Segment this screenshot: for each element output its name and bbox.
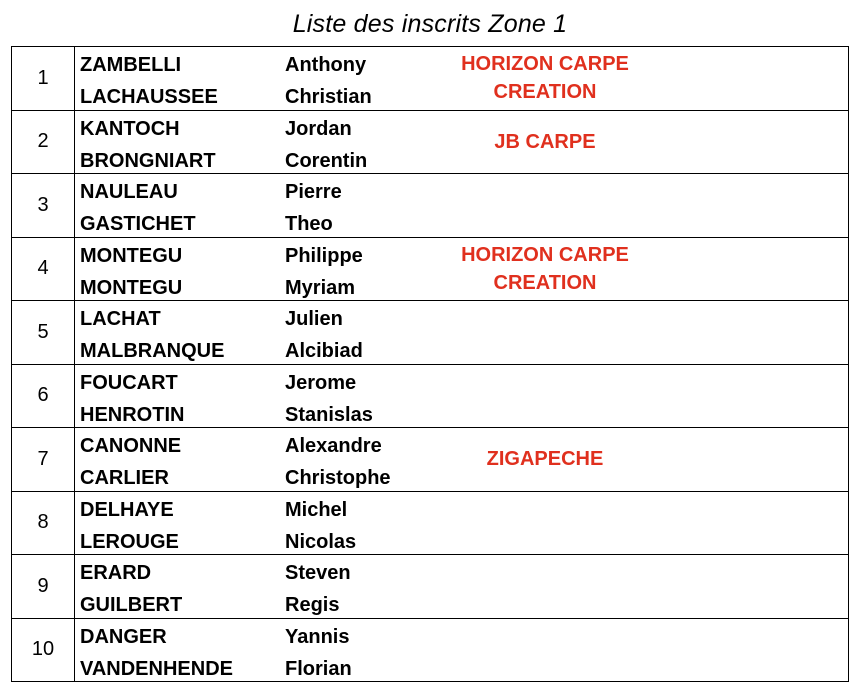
first-name: Nicolas — [285, 530, 357, 553]
participant — [75, 335, 848, 367]
surname: LACHAUSSEE — [80, 86, 218, 108]
club-name-line: ZIGAPECHE — [486, 448, 604, 470]
table-row — [12, 491, 849, 555]
surname: GUILBERT — [80, 594, 183, 616]
club-name-line: JB CARPE — [494, 130, 596, 153]
pair-number: 4 — [12, 237, 75, 301]
page-title: Liste des inscrits Zone 1 — [292, 10, 568, 38]
table-row — [12, 301, 849, 365]
pair-number: 9 — [12, 555, 75, 619]
pair-details — [75, 47, 849, 111]
first-name: Corentin — [285, 149, 368, 172]
pair-number: 10 — [12, 618, 75, 682]
club-name-line: HORIZON CARPE — [461, 53, 629, 75]
club-name — [435, 445, 655, 473]
surname: MALBRANQUE — [80, 340, 225, 362]
club-name-line: CREATION — [493, 271, 597, 294]
participant — [75, 526, 848, 558]
surname: BRONGNIART — [80, 149, 216, 172]
pair-number: 3 — [12, 174, 75, 238]
participant — [75, 303, 848, 335]
surname: MONTEGU — [80, 276, 183, 299]
table-row — [12, 618, 849, 682]
participant — [75, 621, 848, 653]
table-row — [12, 110, 849, 174]
first-name: Stanislas — [285, 403, 373, 426]
pair-number: 6 — [12, 364, 75, 428]
first-name: Michel — [285, 498, 348, 521]
participant — [75, 367, 848, 399]
pair-number: 8 — [12, 491, 75, 555]
table-row — [12, 174, 849, 238]
pair-details — [75, 491, 849, 555]
first-name: Christian — [285, 86, 372, 108]
surname: ZAMBELLI — [80, 54, 182, 76]
pair-number: 2 — [12, 110, 75, 174]
surname: LEROUGE — [80, 530, 179, 553]
participant — [75, 208, 848, 240]
surname: KANTOCH — [80, 117, 180, 140]
first-name: Alcibiad — [285, 340, 363, 362]
surname: GASTICHET — [80, 213, 196, 235]
first-name: Theo — [285, 213, 333, 235]
participant — [75, 176, 848, 208]
club-name — [435, 50, 655, 106]
pair-number: 7 — [12, 428, 75, 492]
pair-details — [75, 237, 849, 301]
first-name: Myriam — [285, 276, 356, 299]
first-name: Yannis — [285, 625, 350, 648]
first-name: Regis — [285, 594, 340, 616]
pair-details — [75, 301, 849, 365]
club-name-line: HORIZON CARPE — [461, 243, 629, 266]
club-name — [435, 128, 655, 156]
first-name: Christophe — [285, 467, 391, 489]
surname: MONTEGU — [80, 244, 183, 267]
first-name: Anthony — [285, 54, 367, 76]
pair-details — [75, 110, 849, 174]
pair-details — [75, 555, 849, 619]
participant — [75, 589, 848, 621]
first-name: Jerome — [285, 371, 357, 394]
first-name: Pierre — [285, 181, 342, 203]
club-name-line: CREATION — [493, 81, 597, 103]
first-name: Florian — [285, 657, 352, 680]
participant — [75, 494, 848, 526]
participant — [75, 653, 848, 685]
first-name: Steven — [285, 562, 351, 584]
surname: CARLIER — [80, 467, 169, 489]
surname: DANGER — [80, 625, 167, 648]
surname: VANDENHENDE — [80, 657, 233, 680]
table-row — [12, 555, 849, 619]
table-row — [12, 428, 849, 492]
surname: HENROTIN — [80, 403, 185, 426]
table-row — [12, 47, 849, 111]
surname: ERARD — [80, 562, 152, 584]
registrants-table — [11, 46, 849, 682]
pair-number: 5 — [12, 301, 75, 365]
surname: DELHAYE — [80, 498, 174, 521]
pair-number: 1 — [12, 47, 75, 111]
surname: FOUCART — [80, 371, 178, 394]
club-name — [435, 241, 655, 297]
first-name: Julien — [285, 308, 343, 330]
surname: LACHAT — [80, 308, 161, 330]
table-row — [12, 237, 849, 301]
surname: NAULEAU — [80, 181, 178, 203]
pair-details — [75, 364, 849, 428]
surname: CANONNE — [80, 435, 182, 457]
first-name: Philippe — [285, 244, 363, 267]
table-row — [12, 364, 849, 428]
participant — [75, 557, 848, 589]
first-name: Jordan — [285, 117, 352, 140]
pair-details — [75, 428, 849, 492]
participant — [75, 399, 848, 431]
pair-details — [75, 174, 849, 238]
pair-details — [75, 618, 849, 682]
first-name: Alexandre — [285, 435, 382, 457]
